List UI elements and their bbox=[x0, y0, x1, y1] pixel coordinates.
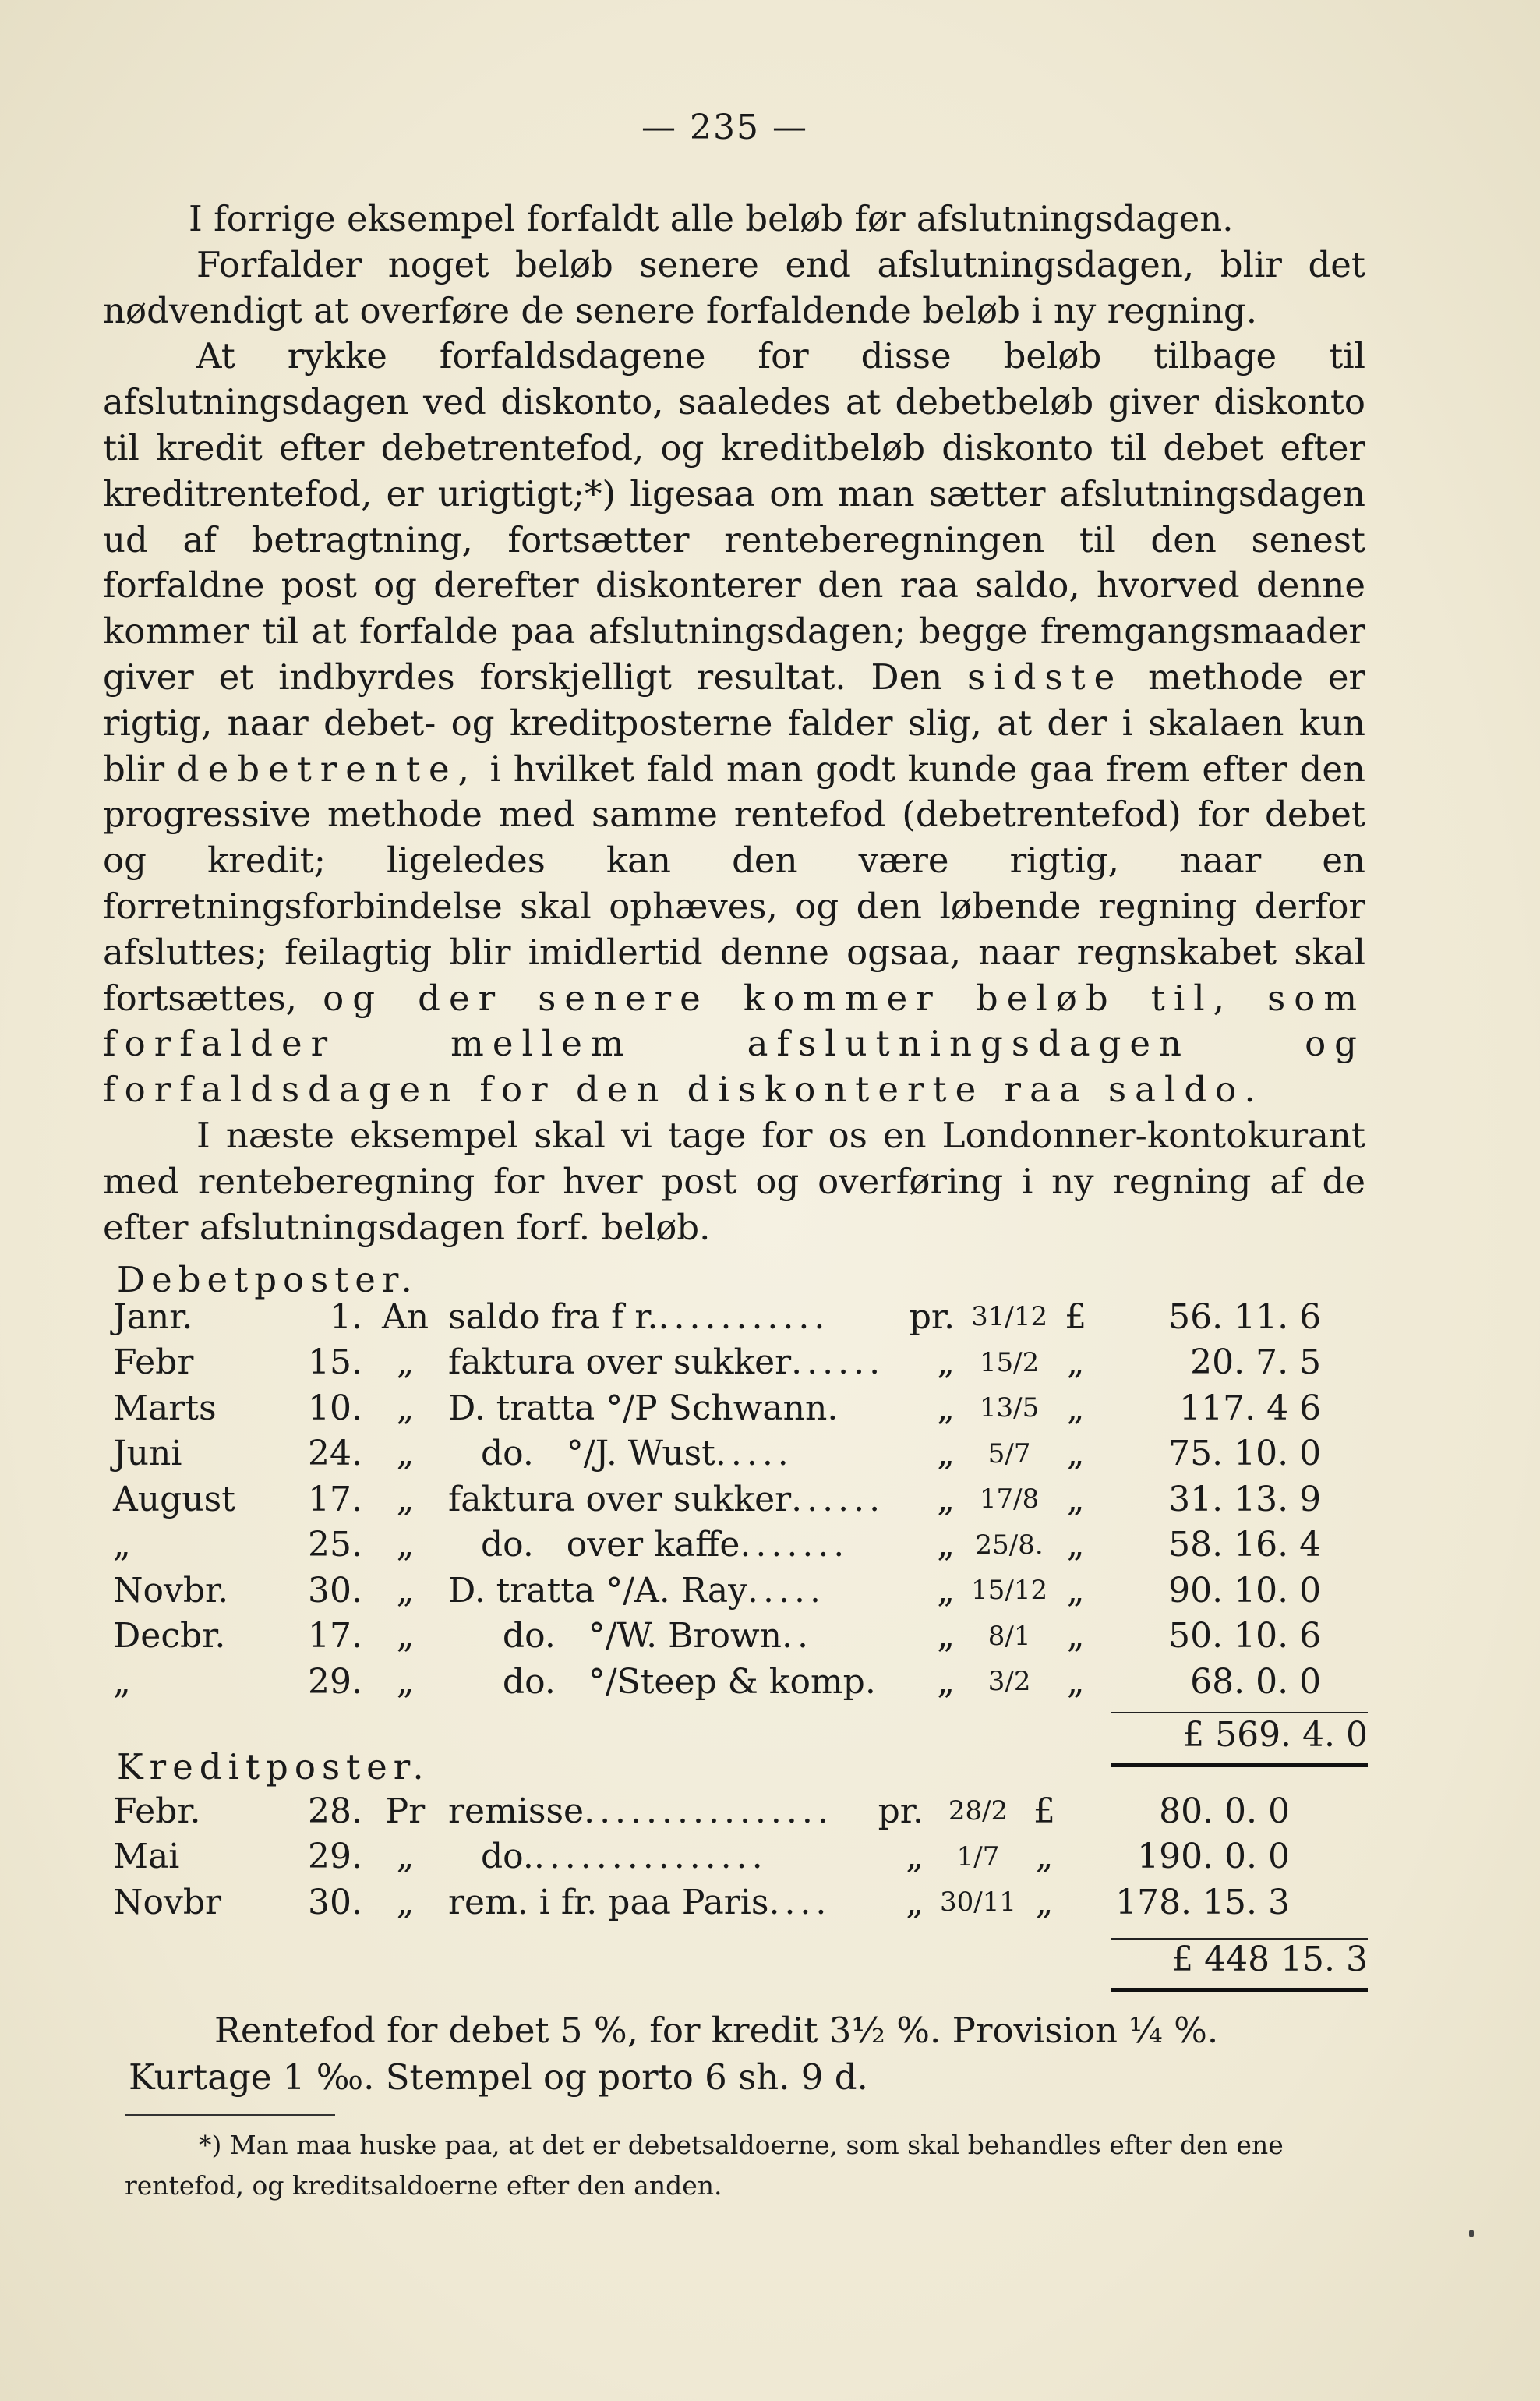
entry-description bbox=[448, 1340, 885, 1386]
paragraph-3-tail-a: Den bbox=[871, 656, 943, 698]
entry-prefix: „ bbox=[396, 1525, 415, 1565]
entry-amount: 50. 10. 6 bbox=[1168, 1616, 1322, 1657]
entry-day: 24. bbox=[308, 1434, 362, 1474]
kredit-heading: Kreditposter. bbox=[117, 1746, 430, 1787]
entry-due-date: 3/2 bbox=[987, 1666, 1031, 1698]
body-text bbox=[103, 196, 1365, 1250]
entry-amount: 90. 10. 0 bbox=[1168, 1570, 1322, 1611]
entry-prefix: „ bbox=[396, 1661, 415, 1702]
entry-prefix: „ bbox=[396, 1342, 415, 1383]
paragraph-3-tail-b: sidste bbox=[967, 656, 1124, 698]
ledger-row bbox=[113, 1385, 1321, 1431]
entry-month: Novbr. bbox=[113, 1570, 229, 1611]
ledger-row bbox=[113, 1879, 1290, 1925]
entry-currency: £ bbox=[1033, 1791, 1055, 1831]
entry-due-date: 8/1 bbox=[987, 1620, 1031, 1652]
entry-description-text: do. over kaffe bbox=[448, 1525, 740, 1565]
entry-month: Marts bbox=[113, 1388, 217, 1428]
debet-total-double-rule bbox=[1111, 1763, 1368, 1767]
paragraph-3-tail-f: og der senere kommer beløb til, som forfalder mellem afslutningsdagen og forfaldsdagen for den diskonterte raa saldo. bbox=[103, 977, 1365, 1111]
dot-leader: . bbox=[827, 1388, 843, 1428]
entry-currency: £ bbox=[1065, 1296, 1087, 1337]
ledger-row bbox=[113, 1614, 1321, 1660]
entry-due-date: 15/12 bbox=[971, 1575, 1048, 1607]
entry-currency: „ bbox=[1035, 1882, 1054, 1922]
entry-day: 29. bbox=[308, 1837, 362, 1877]
entry-day: 1. bbox=[330, 1296, 362, 1337]
entry-description-text: do. °/J. Wust bbox=[448, 1434, 715, 1474]
entry-due-date: 30/11 bbox=[940, 1886, 1016, 1918]
entry-prefix: Pr bbox=[385, 1791, 426, 1831]
entry-prefix: „ bbox=[396, 1388, 415, 1428]
footnote bbox=[125, 2125, 1372, 2206]
entry-prefix: „ bbox=[396, 1479, 415, 1519]
dot-leader: .. bbox=[781, 1616, 813, 1657]
entry-description bbox=[448, 1294, 885, 1340]
dot-leader: ............... bbox=[533, 1837, 768, 1877]
rates-line-2: Kurtage 1 ‰. Stempel og porto 6 sh. 9 d. bbox=[129, 2056, 868, 2098]
debet-total-rule bbox=[1111, 1712, 1368, 1713]
entry-month: „ bbox=[113, 1661, 131, 1702]
entry-currency: „ bbox=[1066, 1616, 1085, 1657]
dot-leader: .... bbox=[768, 1882, 832, 1922]
entry-prefix: „ bbox=[396, 1616, 415, 1657]
entry-currency: „ bbox=[1035, 1837, 1054, 1877]
ledger-row bbox=[113, 1788, 1290, 1834]
paragraph-3-tail-e: i hvilket fald man godt kunde gaa frem efter den progressive methode med samme rentefod (debetrentefod) for debet og kredit; ligeledes kan den være rigtig, naar en forretningsforbindelse skal ophæves, og den løbende regning derfor afsluttes; feilagtig blir imidlertid denne ogsaa, naar regnskabet skal fortsættes, bbox=[103, 748, 1365, 1019]
ledger-row bbox=[113, 1340, 1321, 1386]
entry-per: „ bbox=[937, 1661, 955, 1702]
entry-amount: 56. 11. 6 bbox=[1168, 1296, 1322, 1337]
entry-month: Janr. bbox=[113, 1296, 193, 1337]
ledger-row bbox=[113, 1476, 1321, 1522]
entry-per: pr. bbox=[909, 1296, 955, 1337]
debet-heading: Debetposter. bbox=[117, 1259, 419, 1300]
page-number: — 235 — bbox=[641, 108, 808, 147]
entry-due-date: 5/7 bbox=[987, 1437, 1031, 1469]
entry-due-date: 1/7 bbox=[956, 1841, 1000, 1872]
entry-amount: 75. 10. 0 bbox=[1168, 1434, 1322, 1474]
entry-day: 29. bbox=[308, 1661, 362, 1702]
entry-description-text: saldo fra f r. bbox=[448, 1296, 659, 1337]
entry-month: Juni bbox=[113, 1434, 182, 1474]
footnote-rule bbox=[125, 2114, 335, 2116]
ink-speck bbox=[1469, 2230, 1474, 2237]
entry-description-text: rem. i fr. paa Paris bbox=[448, 1882, 769, 1922]
dot-leader: ..... bbox=[747, 1570, 825, 1611]
dot-leader: ....... bbox=[740, 1525, 849, 1565]
debet-total: £ 569. 4. 0 bbox=[1182, 1715, 1368, 1755]
entry-prefix: „ bbox=[396, 1434, 415, 1474]
entry-description-text: D. tratta °/P Schwann bbox=[448, 1388, 828, 1428]
dot-leader: ........... bbox=[658, 1296, 830, 1337]
entry-due-date: 17/8 bbox=[979, 1483, 1040, 1515]
entry-day: 17. bbox=[308, 1479, 362, 1519]
entry-prefix: An bbox=[381, 1296, 429, 1337]
entry-month: August bbox=[113, 1479, 235, 1519]
entry-amount: 68. 0. 0 bbox=[1190, 1661, 1322, 1702]
entry-day: 30. bbox=[308, 1570, 362, 1611]
entry-per: „ bbox=[937, 1570, 955, 1611]
entry-due-date: 25/8. bbox=[975, 1529, 1044, 1561]
entry-amount: 58. 16. 4 bbox=[1168, 1525, 1322, 1565]
entry-per: „ bbox=[906, 1837, 924, 1877]
entry-per: „ bbox=[937, 1525, 955, 1565]
dot-leader: ..... bbox=[715, 1434, 793, 1474]
footnote-text: *) Man maa huske paa, at det er debetsaldoerne, som skal behandles efter den ene rentefod, og kreditsaldoerne efter den anden. bbox=[125, 2130, 1284, 2201]
entry-currency: „ bbox=[1066, 1479, 1085, 1519]
paragraph-3-main: At rykke forfaldsdagene for disse beløb tilbage til afslutningsdagen ved diskonto, saaledes at debetbeløb giver diskonto til kredit efter debetrentefod, og kreditbeløb diskonto til debet efter kreditrentefod, er urigtigt;*) ligesaa om man sætter afslutningsdagen ud af betragtning, fortsætter renteberegningen til den senest forfaldne post og derefter diskonterer den raa saldo, hvorved denne kommer til at forfalde paa afslutningsdagen; begge fremgangsmaader giver et indbyrdes forskjelligt resultat. bbox=[103, 335, 1365, 698]
ledger-row bbox=[113, 1659, 1321, 1705]
entry-prefix: „ bbox=[396, 1570, 415, 1611]
entry-description bbox=[448, 1834, 853, 1880]
entry-day: 15. bbox=[308, 1342, 362, 1383]
entry-due-date: 31/12 bbox=[971, 1301, 1048, 1333]
entry-per: pr. bbox=[878, 1791, 924, 1831]
entry-amount: 190. 0. 0 bbox=[1137, 1837, 1290, 1877]
entry-per: „ bbox=[937, 1479, 955, 1519]
paragraph-2: Forfalder noget beløb senere end afslutningsdagen, blir det nødvendigt at overføre de senere forfaldende beløb i ny regning. bbox=[103, 243, 1365, 331]
entry-amount: 80. 0. 0 bbox=[1159, 1791, 1290, 1831]
entry-description-text: do. bbox=[448, 1837, 534, 1877]
entry-currency: „ bbox=[1066, 1661, 1085, 1702]
entry-per: „ bbox=[906, 1882, 924, 1922]
entry-description-text: D. tratta °/A. Ray bbox=[448, 1570, 748, 1611]
entry-description bbox=[448, 1476, 885, 1522]
entry-month: Novbr bbox=[113, 1882, 222, 1922]
entry-currency: „ bbox=[1066, 1342, 1085, 1383]
entry-currency: „ bbox=[1066, 1525, 1085, 1565]
ledger-row bbox=[113, 1834, 1290, 1880]
paragraph-3-tail-c: methode er rigtig, naar debet- og kreditposterne falder slig, at der i skalaen kun blir bbox=[103, 656, 1366, 790]
entry-amount: 31. 13. 9 bbox=[1168, 1479, 1322, 1519]
entry-description-text: do. °/W. Brown bbox=[448, 1616, 782, 1657]
debet-table bbox=[113, 1294, 1321, 1705]
entry-description bbox=[448, 1788, 853, 1834]
entry-due-date: 15/2 bbox=[979, 1346, 1040, 1378]
kredit-total-double-rule bbox=[1111, 1988, 1368, 1992]
entry-description bbox=[448, 1431, 885, 1477]
rates-block bbox=[129, 2007, 1376, 2101]
entry-prefix: „ bbox=[396, 1882, 415, 1922]
entry-description bbox=[448, 1614, 885, 1660]
entry-month: „ bbox=[113, 1525, 131, 1565]
entry-due-date: 28/2 bbox=[948, 1795, 1008, 1827]
entry-currency: „ bbox=[1066, 1388, 1085, 1428]
entry-description-text: faktura over sukker bbox=[448, 1342, 792, 1383]
entry-per: „ bbox=[937, 1342, 955, 1383]
entry-amount: 117. 4 6 bbox=[1179, 1388, 1322, 1428]
entry-description bbox=[448, 1879, 853, 1925]
entry-month: Decbr. bbox=[113, 1616, 226, 1657]
entry-month: Mai bbox=[113, 1837, 180, 1877]
kredit-table bbox=[113, 1788, 1290, 1925]
entry-due-date: 13/5 bbox=[979, 1392, 1040, 1424]
entry-day: 17. bbox=[308, 1616, 362, 1657]
entry-description-text: remisse bbox=[448, 1791, 585, 1831]
entry-description bbox=[448, 1522, 885, 1568]
entry-description bbox=[448, 1659, 885, 1705]
entry-day: 25. bbox=[308, 1525, 362, 1565]
entry-currency: „ bbox=[1066, 1434, 1085, 1474]
entry-prefix: „ bbox=[396, 1837, 415, 1877]
entry-description bbox=[448, 1385, 885, 1431]
entry-description-text: do. °/Steep & komp. bbox=[448, 1661, 876, 1702]
dot-leader: ...... bbox=[791, 1479, 885, 1519]
entry-amount: 20. 7. 5 bbox=[1190, 1342, 1322, 1383]
ledger-row bbox=[113, 1522, 1321, 1568]
paragraph-3-tail-d: debetrente, bbox=[176, 748, 478, 790]
entry-month: Febr bbox=[113, 1342, 194, 1383]
entry-per: „ bbox=[937, 1616, 955, 1657]
dot-leader: ................ bbox=[584, 1791, 833, 1831]
entry-description-text: faktura over sukker bbox=[448, 1479, 792, 1519]
entry-per: „ bbox=[937, 1388, 955, 1428]
entry-description bbox=[448, 1568, 885, 1614]
dot-leader: ...... bbox=[791, 1342, 885, 1383]
paragraph-4: I næste eksempel skal vi tage for os en Londonner-kontokurant med renteberegning for hver post og overføring i ny regning af de efter afslutningsdagen forf. beløb. bbox=[103, 1114, 1365, 1248]
ledger-row bbox=[113, 1568, 1321, 1614]
paragraph-1: I forrige eksempel forfaldt alle beløb før afslutningsdagen. bbox=[189, 198, 1234, 239]
ledger-row bbox=[113, 1294, 1321, 1340]
entry-per: „ bbox=[937, 1434, 955, 1474]
entry-month: Febr. bbox=[113, 1791, 201, 1831]
paragraph-3 bbox=[103, 334, 1365, 1113]
entry-day: 10. bbox=[308, 1388, 362, 1428]
kredit-total: £ 448 15. 3 bbox=[1171, 1940, 1368, 1979]
entry-currency: „ bbox=[1066, 1570, 1085, 1611]
entry-day: 28. bbox=[308, 1791, 362, 1831]
entry-amount: 178. 15. 3 bbox=[1115, 1882, 1290, 1922]
ledger-row bbox=[113, 1431, 1321, 1477]
rates-line-1: Rentefod for debet 5 %, for kredit 3½ %. Provision ¼ %. bbox=[214, 2010, 1219, 2051]
entry-day: 30. bbox=[308, 1882, 362, 1922]
